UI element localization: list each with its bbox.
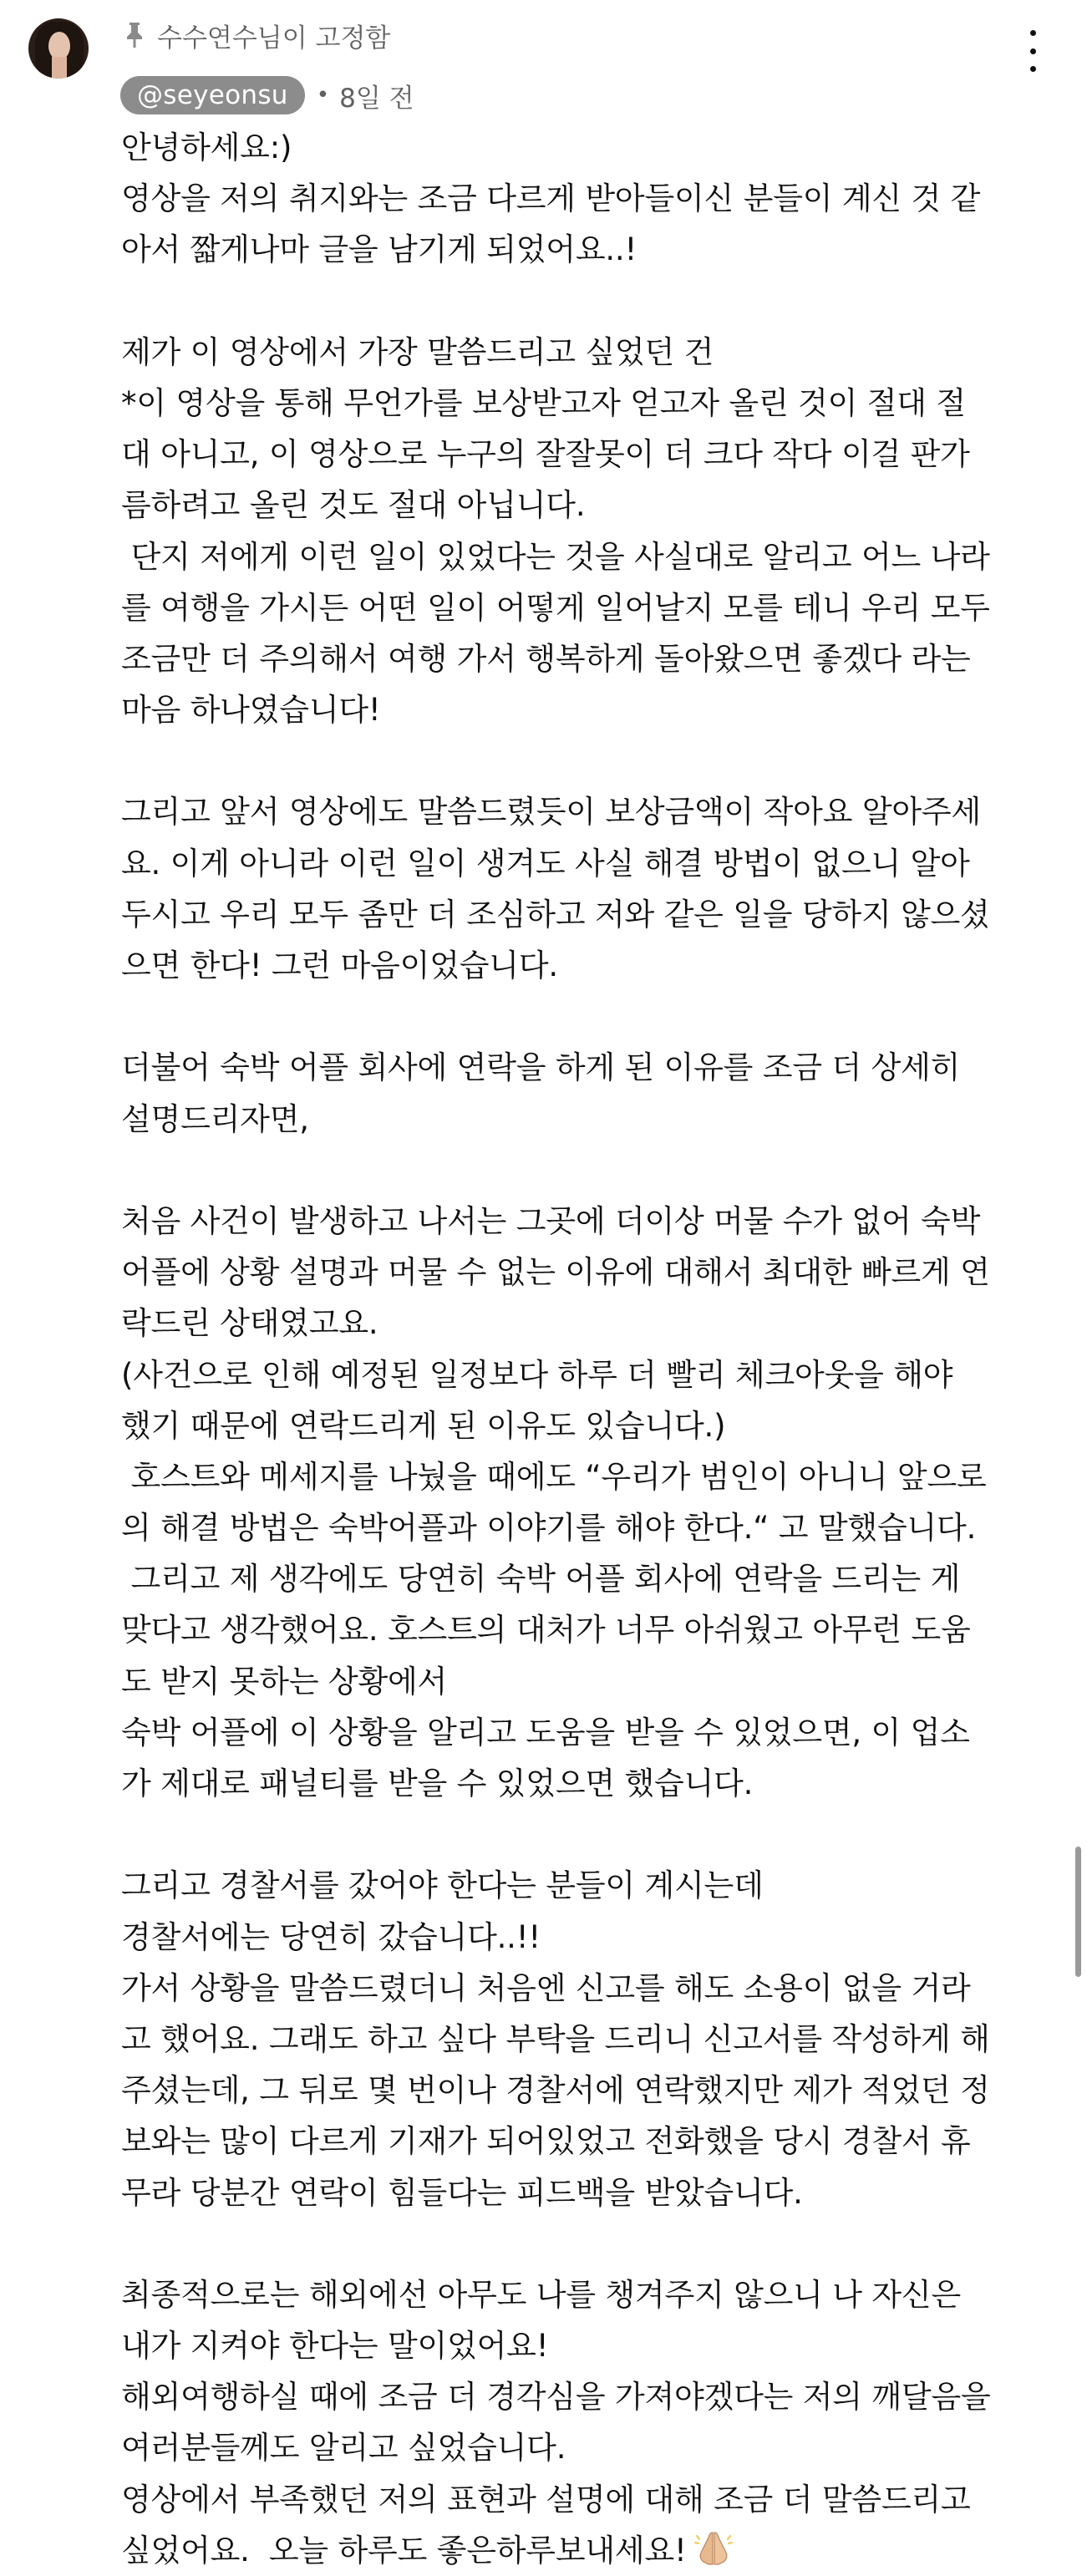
comment-body-line [121, 429, 1040, 480]
comment-body-line-text: 그리고 앞서 영상에도 말씀드렸듯이 보상금액이 작아요 알아주세 [121, 794, 981, 831]
comment-body-line-text: 두시고 우리 모두 좀만 더 조심하고 저와 같은 일을 당하지 않으셨 [121, 896, 990, 932]
comment-body-line-text: 고 했어요. 그래도 하고 싶다 부탁을 드리니 신고서를 작성하게 해 [121, 2020, 990, 2057]
comment-body-line [121, 1502, 1040, 1553]
comment-body-line-text: 락드린 상태였고요. [121, 1305, 378, 1342]
comment-body-line-text: 마음 하나였습니다! [121, 692, 381, 729]
comment-body-line-text: (사건으로 인해 예정된 일정보다 하루 더 빨리 체크아웃을 해야 [121, 1356, 953, 1393]
comment-body-line [121, 786, 1040, 837]
comment-body-line [121, 1451, 1040, 1502]
comment-body-line [121, 1553, 1040, 1604]
comment-body-line [121, 838, 1040, 889]
comment-body-line [121, 735, 1040, 786]
comment-body [121, 122, 1040, 2576]
comment-body-line [121, 1604, 1040, 1655]
comment-body-line [121, 2014, 1040, 2065]
comment-body-line [121, 224, 1040, 275]
comment-body-line [121, 940, 1040, 991]
scrollbar-thumb[interactable] [1075, 1847, 1081, 1977]
comment-time[interactable]: 8일 전 [339, 83, 414, 114]
comment-body-line-text: 설명드리자면, [121, 1100, 309, 1137]
comment-body-line [121, 1912, 1040, 1963]
comment-body-line [121, 1042, 1040, 1093]
comment-body-line-text: 해외여행하실 때에 조금 더 경각심을 가져야겠다는 저의 깨달음을 [121, 2379, 991, 2416]
comment-body-line-text: 영상을 저의 취지와는 조금 다르게 받아들이신 분들이 계신 것 같 [121, 180, 981, 217]
comment-body-line-text: 제가 이 영상에서 가장 말씀드리고 싶었던 건 [121, 333, 714, 370]
pinned-indicator [124, 17, 390, 53]
comment-body-line [121, 2167, 1040, 2218]
author-row [120, 75, 414, 115]
comment-body-line [121, 1196, 1040, 1247]
comment-body-line [121, 1298, 1040, 1349]
comment-body-line [121, 2065, 1040, 2116]
comment-body-line [121, 684, 1040, 735]
comment-body-line-text: 여러분들께도 알리고 싶었습니다. [121, 2430, 566, 2467]
comment-body-line-text: 무라 당분간 연락이 힘들다는 피드백을 받았습니다. [121, 2174, 803, 2211]
more-dot-icon [1030, 66, 1036, 72]
separator-dot: • [316, 83, 330, 108]
comment-body-line [121, 2422, 1040, 2473]
comment-body-line-text: 도 받지 못하는 상황에서 [121, 1663, 448, 1700]
more-dot-icon [1030, 30, 1036, 36]
comment-body-line [121, 2371, 1040, 2422]
author-handle[interactable]: @seyeonsu [120, 76, 305, 114]
comment-body-line-text: 내가 지켜야 한다는 말이었어요! [121, 2328, 549, 2365]
comment-body-line-text: *이 영상을 통해 무언가를 보상받고자 얻고자 올린 것이 절대 절 [121, 384, 966, 421]
comment-body-line-text: 영상에서 부족했던 저의 표현과 설명에 대해 조금 더 말씀드리고 [121, 2481, 971, 2518]
comment-body-line [121, 1247, 1040, 1298]
comment-body-line-text: 어플에 상황 설명과 머물 수 없는 이유에 대해서 최대한 빠르게 연 [121, 1254, 990, 1291]
comment-body-line [121, 633, 1040, 684]
comment-body-line [121, 480, 1040, 531]
comment-body-line-text: 싶었어요. 오늘 하루도 좋은하루보내세요! [121, 2532, 687, 2568]
comment-body-line [121, 582, 1040, 633]
avatar[interactable] [28, 18, 89, 79]
comment-body-line [121, 1145, 1040, 1196]
comment-body-line [121, 1349, 1040, 1400]
comment-body-line [121, 378, 1040, 429]
comment-body-line-text: 그리고 제 생각에도 당연히 숙박 어플 회사에 연락을 드리는 게 [121, 1561, 961, 1598]
comment-body-line-text: 요. 이게 아니라 이런 일이 생겨도 사실 해결 방법이 없으니 알아 [121, 845, 970, 882]
comment-body-line-text: 그리고 경찰서를 갔어야 한다는 분들이 계시는데 [121, 1867, 764, 1904]
comment-body-line-text: 경찰서에는 당연히 갔습니다..!! [121, 1918, 541, 1955]
more-options-button[interactable] [1024, 30, 1041, 72]
comment-body-line [121, 2116, 1040, 2167]
comment-body-line-text: 숙박 어플에 이 상황을 알리고 도움을 받을 수 있었으면, 이 업소 [121, 1714, 970, 1750]
comment-body-line [121, 531, 1040, 582]
comment-body-line [121, 173, 1040, 224]
comment-body-line [121, 276, 1040, 327]
comment-body-line-text: 의 해결 방법은 숙박어플과 이야기를 해야 한다.“ 고 말했습니다. [121, 1510, 977, 1547]
comment-body-line-text: 름하려고 올린 것도 절대 아닙니다. [121, 487, 586, 524]
avatar-face [48, 32, 70, 60]
comment-body-line [121, 1707, 1040, 1758]
comment-body-line-text: 주셨는데, 그 뒤로 몇 번이나 경찰서에 연락했지만 제가 적었던 정 [121, 2072, 990, 2109]
comment-body-line-text: 조금만 더 주의해서 여행 가서 행복하게 돌아왔으면 좋겠다 라는 [121, 640, 971, 677]
comment-body-line [121, 1809, 1040, 1860]
more-dot-icon [1030, 48, 1036, 54]
comment-body-line-text: 를 여행을 가시든 어떤 일이 어떻게 일어날지 모를 테니 우리 모두 [121, 589, 990, 626]
comment-body-line-text: 했기 때문에 연락드리게 된 이유도 있습니다.) [121, 1407, 726, 1444]
comment-body-line [121, 1860, 1040, 1911]
comment-body-line-text: 안녕하세요:) [121, 130, 292, 165]
comment-body-line [121, 2269, 1040, 2320]
comment-body-line-text: 호스트와 메세지를 나눴을 때에도 “우리가 범인이 아니니 앞으로 [121, 1458, 987, 1495]
comment-body-line [121, 2474, 1040, 2525]
comment-body-line-text: 더불어 숙박 어플 회사에 연락을 하게 된 이유를 조금 더 상세히 [121, 1049, 961, 1086]
folded-hands-icon [692, 2529, 735, 2566]
comment-body-line-text: 아서 짧게나마 글을 남기게 되었어요..! [121, 231, 637, 268]
comment-body-line-text: 으면 한다! 그런 마음이었습니다. [121, 948, 558, 983]
comment-body-line [121, 1758, 1040, 1809]
avatar-neck [52, 57, 67, 79]
pin-icon [124, 21, 145, 49]
comment-body-line-text: 대 아니고, 이 영상으로 누구의 잘잘못이 더 크다 작다 이걸 판가 [121, 436, 970, 473]
pinned-label: 수수연수님이 고정함 [157, 23, 391, 53]
comment-body-line-text: 단지 저에게 이런 일이 있었다는 것을 사실대로 알리고 어느 나라 [121, 538, 990, 575]
comment-body-line [121, 122, 1040, 173]
comment-body-line [121, 1094, 1040, 1145]
comment-body-line [121, 1400, 1040, 1451]
comment-body-line [121, 327, 1040, 378]
comment-body-line-text: 가서 상황을 말씀드렸더니 처음엔 신고를 해도 소용이 없을 거라 [121, 1969, 971, 2006]
comment-body-line-text: 보와는 많이 다르게 기재가 되어있었고 전화했을 당시 경찰서 휴 [121, 2123, 971, 2160]
comment-body-line [121, 1963, 1040, 2014]
comment-body-line-text: 맞다고 생각했어요. 호스트의 대처가 너무 아쉬웠고 아무런 도움 [121, 1612, 971, 1649]
comment-body-line [121, 1656, 1040, 1707]
comment-body-line-text: 최종적으로는 해외에선 아무도 나를 챙겨주지 않으니 나 자신은 [121, 2276, 962, 2313]
comment-body-line [121, 2218, 1040, 2269]
comment-body-line-text: 가 제대로 패널티를 받을 수 있었으면 했습니다. [121, 1766, 754, 1801]
comment-body-line [121, 889, 1040, 940]
comment-body-line [121, 2320, 1040, 2371]
comment-body-line-text: 처음 사건이 발생하고 나서는 그곳에 더이상 머물 수가 없어 숙박 [121, 1202, 981, 1239]
comment-body-line [121, 991, 1040, 1042]
